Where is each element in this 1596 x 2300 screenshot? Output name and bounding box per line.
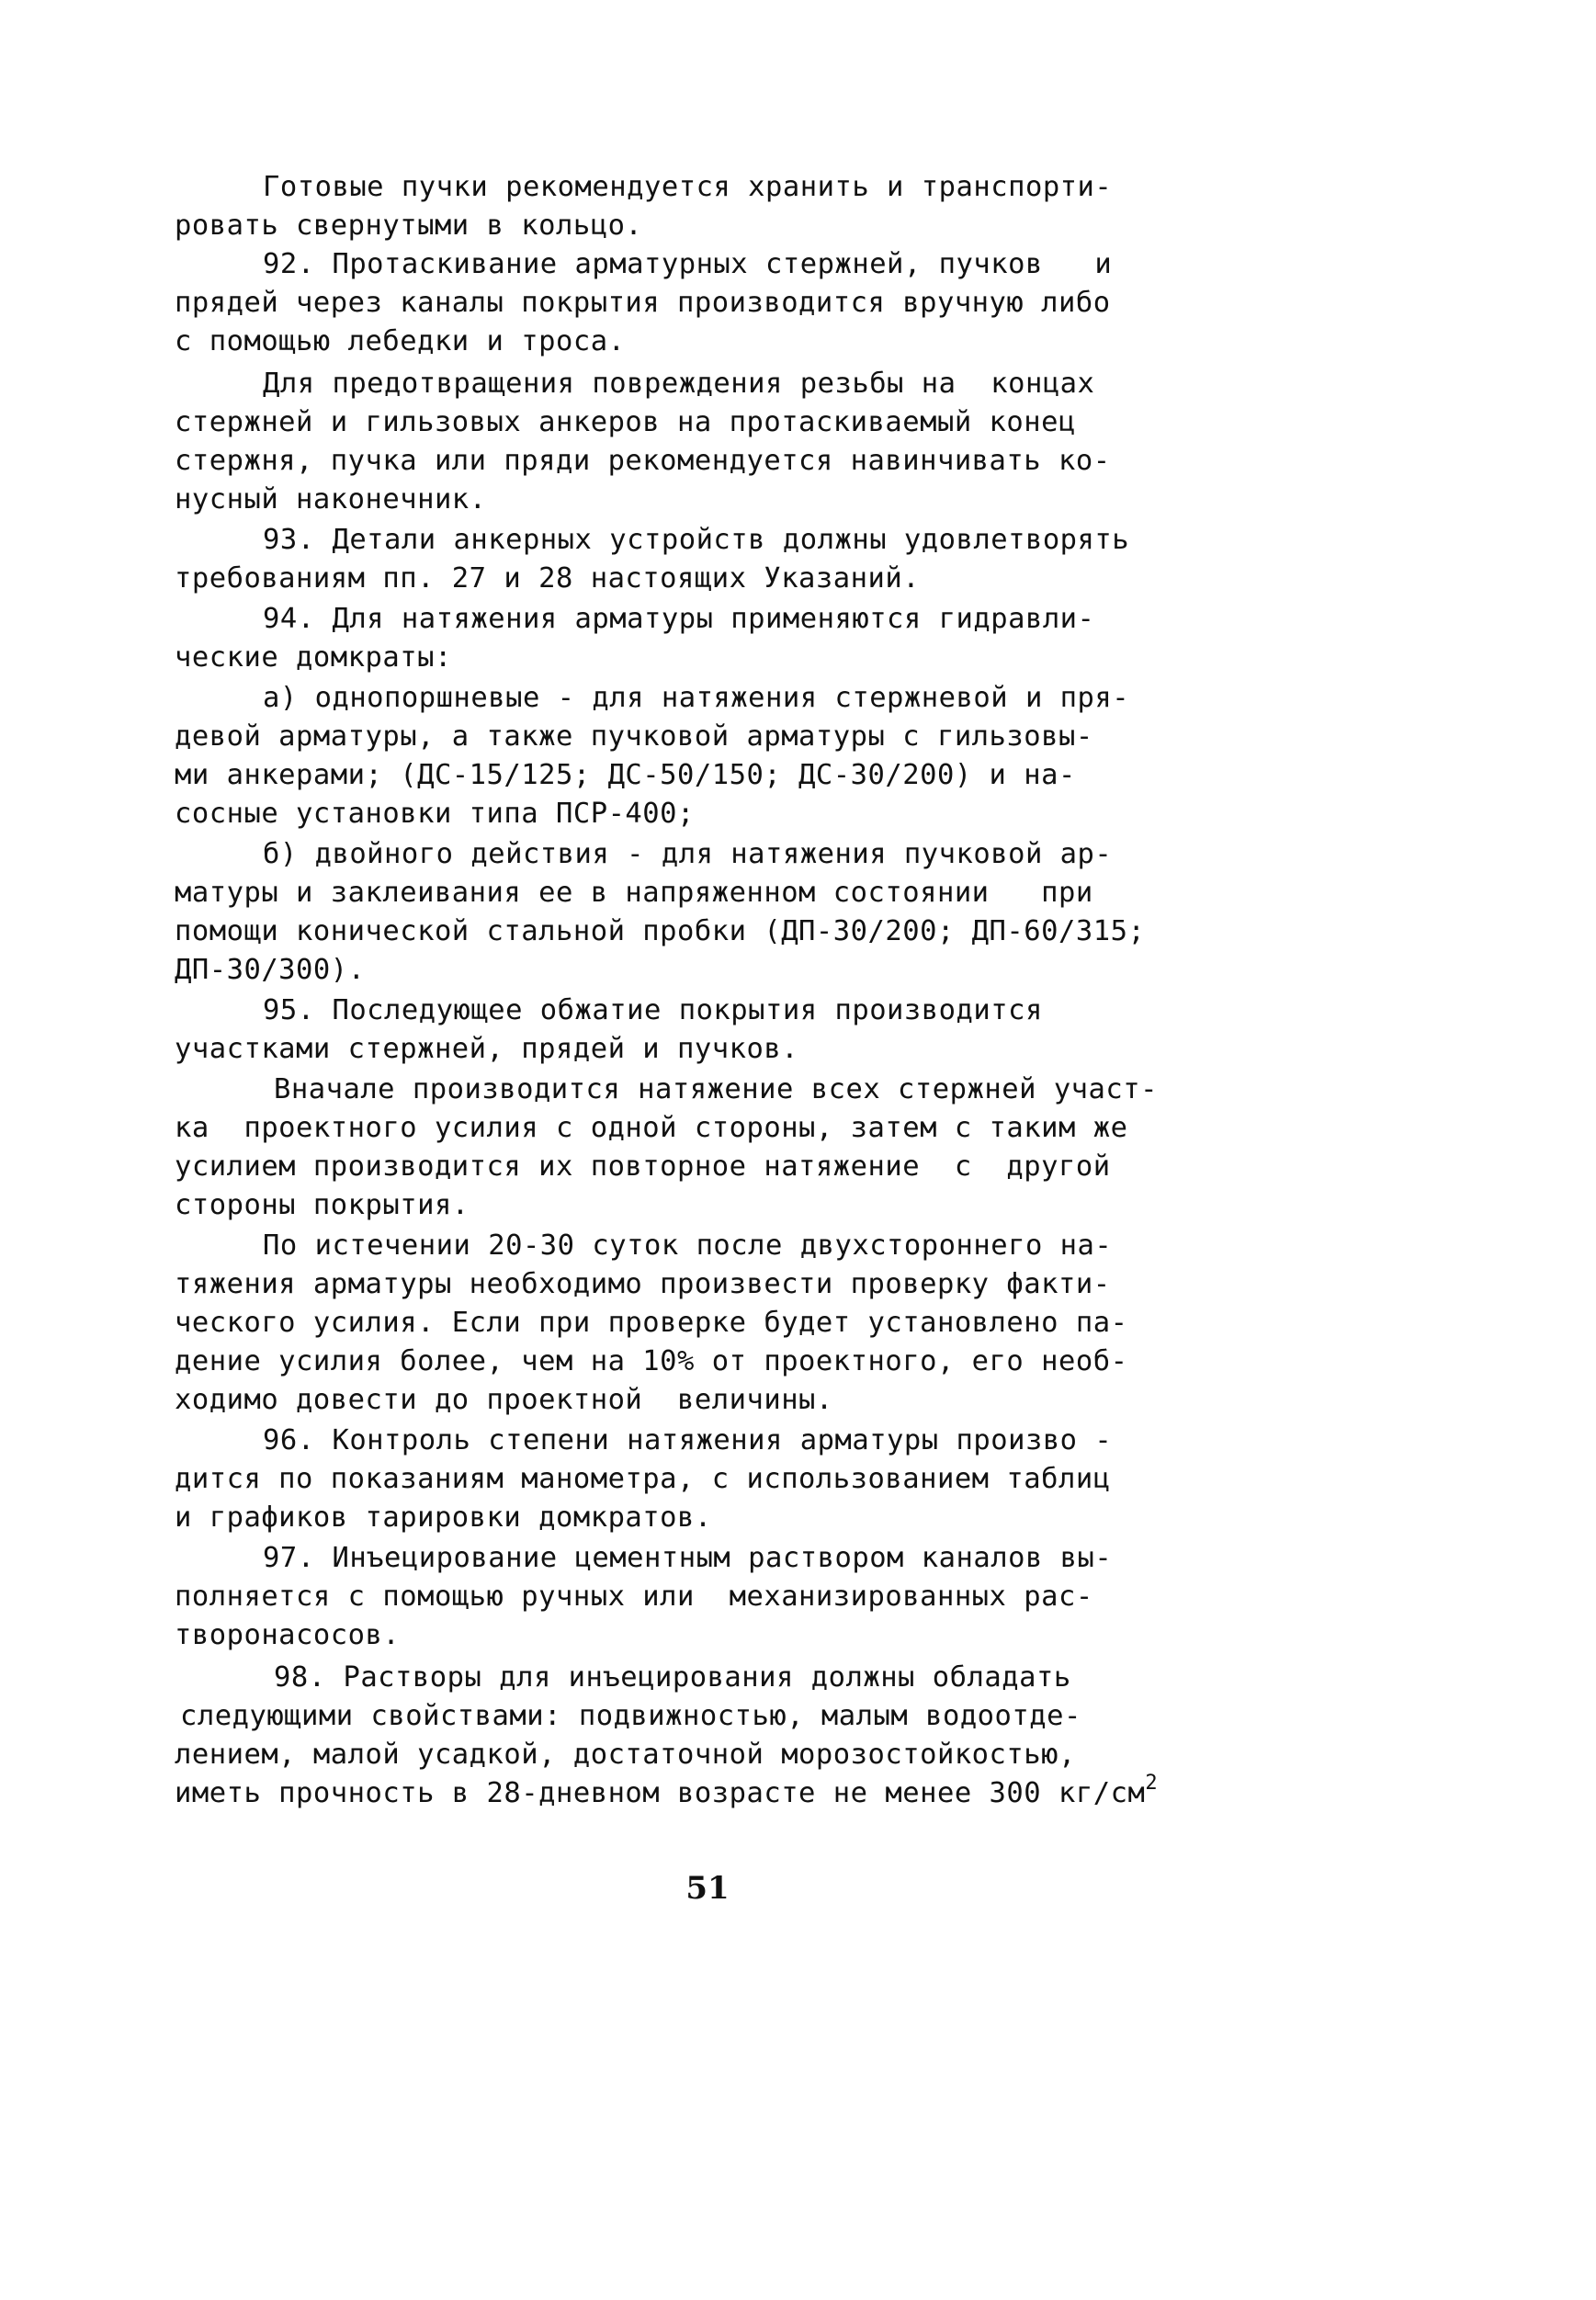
text-line: 92. Протаскивание арматурных стержней, пучков и: [263, 248, 1113, 280]
text-line: тяжения арматуры необходимо произвести проверку факти-: [175, 1268, 1111, 1300]
text-line: Вначале производится натяжение всех стержней участ-: [274, 1073, 1158, 1105]
text-line: участками стержней, прядей и пучков.: [175, 1033, 799, 1065]
text-line: стержня, пучка или пряди рекомендуется навинчивать ко-: [175, 445, 1111, 477]
text-line: помощи конической стальной пробки (ДП-30/200; ДП-60/315;: [175, 915, 1146, 947]
text-line: 96. Контроль степени натяжения арматуры произво -: [263, 1424, 1113, 1456]
text-line: стержней и гильзовых анкеров на протаскиваемый конец: [175, 406, 1076, 438]
text-line: лением, малой усадкой, достаточной морозостойкостью,: [175, 1739, 1076, 1771]
text-line: дение усилия более, чем на 10% от проектного, его необ-: [175, 1345, 1128, 1377]
text-line: и графиков тарировки домкратов.: [175, 1501, 712, 1534]
text-line: 98. Растворы для инъецирования должны обладать: [274, 1661, 1071, 1694]
text-line: дится по показаниям манометра, с использованием таблиц: [175, 1463, 1111, 1495]
text-line: матуры и заклеивания ее в напряженном состоянии при: [175, 877, 1093, 909]
text-line: ровать свернутыми в кольцо.: [175, 210, 643, 242]
text-line: полняется с помощью ручных или механизированных рас-: [175, 1581, 1093, 1613]
text-line: ходимо довести до проектной величины.: [175, 1384, 833, 1416]
text-line-last: [175, 1772, 1159, 1812]
text-line: стороны покрытия.: [175, 1189, 470, 1221]
text-line: а) однопоршневые - для натяжения стержневой и пря-: [263, 682, 1130, 714]
text-line: прядей через каналы покрытия производится вручную либо: [175, 287, 1111, 319]
text-line: творонасосов.: [175, 1619, 401, 1651]
text-line: 93. Детали анкерных устройств должны удовлетворять: [263, 524, 1130, 556]
page-number: 51: [685, 1870, 730, 1907]
text-line: ка проектного усилия с одной стороны, затем с таким же: [175, 1112, 1128, 1144]
text-line: б) двойного действия - для натяжения пучковой ар-: [263, 838, 1113, 870]
square-superscript: 2: [1145, 1772, 1159, 1795]
text-line: ми анкерами; (ДС-15/125; ДС-50/150; ДС-30/200) и на-: [175, 759, 1076, 791]
text-line: требованиям пп. 27 и 28 настоящих Указаний.: [175, 562, 921, 595]
text-line: сосные установки типа ПСР-400;: [175, 798, 695, 830]
text-line: 95. Последующее обжатие покрытия производится: [263, 994, 1043, 1026]
text-line: усилием производится их повторное натяжение с другой: [175, 1150, 1111, 1183]
text-line: 97. Инъецирование цементным раствором каналов вы-: [263, 1542, 1113, 1574]
text-line: следующими свойствами: подвижностью, малым водоотде-: [180, 1700, 1081, 1732]
text-line: девой арматуры, а также пучковой арматуры с гильзовы-: [175, 720, 1093, 753]
text-line: Для предотвращения повреждения резьбы на концах: [263, 368, 1095, 400]
last-line-text: иметь прочность в 28-дневном возрасте не менее 300 кг/см: [175, 1777, 1146, 1809]
text-line: нусный наконечник.: [175, 483, 487, 516]
text-line: ческого усилия. Если при проверке будет установлено па-: [175, 1307, 1128, 1339]
text-line: Готовые пучки рекомендуется хранить и транспорти-: [263, 171, 1113, 203]
text-line: По истечении 20-30 суток после двухстороннего на-: [263, 1229, 1113, 1262]
text-line: с помощью лебедки и троса.: [175, 325, 626, 357]
text-line: ДП-30/300).: [175, 954, 366, 986]
text-line: 94. Для натяжения арматуры применяются гидравли-: [263, 603, 1095, 635]
text-line: ческие домкраты:: [175, 641, 452, 674]
